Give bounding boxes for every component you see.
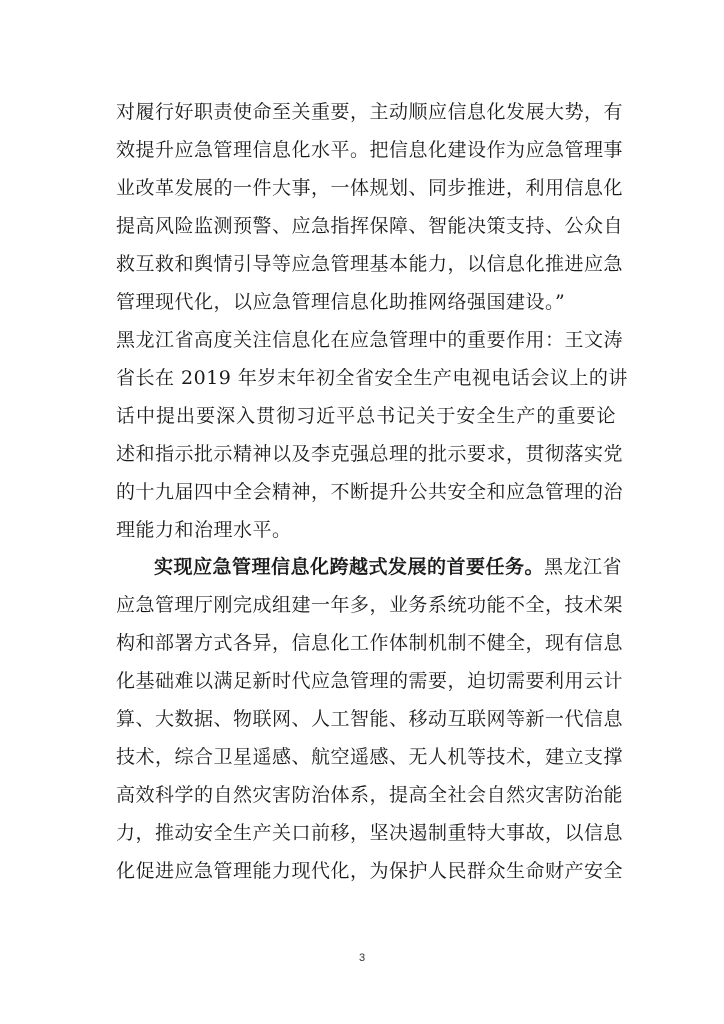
paragraph-2 xyxy=(116,321,628,549)
text-line: 对履行好职责使命至关重要，主动顺应信息化发展大势，有 xyxy=(116,101,624,123)
text-line: 提高风险监测预警、应急指挥保障、智能决策支持、公众自 xyxy=(116,215,624,237)
text-line: 话中提出要深入贯彻习近平总书记关于安全生产的重要论 xyxy=(116,405,616,427)
text-line: 业改革发展的一件大事，一体规划、同步推进，利用信息化 xyxy=(116,177,624,199)
text-line: 构和部署方式各异，信息化工作体制机制不健全，现有信息 xyxy=(116,632,624,654)
text-line: 救互救和舆情引导等应急管理基本能力，以信息化推进应急 xyxy=(116,253,624,275)
text-line: 化基础难以满足新时代应急管理的需要，迫切需要利用云计 xyxy=(116,670,624,692)
text-line: 应急管理厅刚完成组建一年多，业务系统功能不全，技术架 xyxy=(116,594,624,616)
text-line: 述和指示批示精神以及李克强总理的批示要求，贯彻落实党 xyxy=(116,443,624,465)
text-line: 化促进应急管理能力现代化，为保护人民群众生命财产安全 xyxy=(116,860,624,882)
text-line: 省长在 2019 年岁末年初全省安全生产电视电话会议上的讲 xyxy=(116,367,628,389)
text-line: 力，推动安全生产关口前移，坚决遏制重特大事故，以信息 xyxy=(116,822,624,844)
text-line-continuation: 黑龙江省 xyxy=(544,556,623,578)
text-line: 效提升应急管理信息化水平。把信息化建设作为应急管理事 xyxy=(116,139,624,161)
text-line-first xyxy=(116,548,623,586)
paragraph-1 xyxy=(116,93,624,321)
text-line: 高效科学的自然灾害防治体系，提高全社会自然灾害防治能 xyxy=(116,784,624,806)
text-line: 管理现代化，以应急管理信息化助推网络强国建设。” xyxy=(116,291,566,313)
bold-heading-phrase: 实现应急管理信息化跨越式发展的首要任务。 xyxy=(154,556,545,578)
text-line: 技术，综合卫星遥感、航空遥感、无人机等技术，建立支撑 xyxy=(116,746,624,768)
text-line: 的十九届四中全会精神，不断提升公共安全和应急管理的治 xyxy=(116,481,624,503)
text-line: 算、大数据、物联网、人工智能、移动互联网等新一代信息 xyxy=(116,708,624,730)
text-line: 理能力和治理水平。 xyxy=(116,519,292,541)
text-line: 黑龙江省高度关注信息化在应急管理中的重要作用：王文涛 xyxy=(116,329,624,351)
paragraph-3 xyxy=(116,548,624,890)
page-number: 3 xyxy=(358,952,366,964)
